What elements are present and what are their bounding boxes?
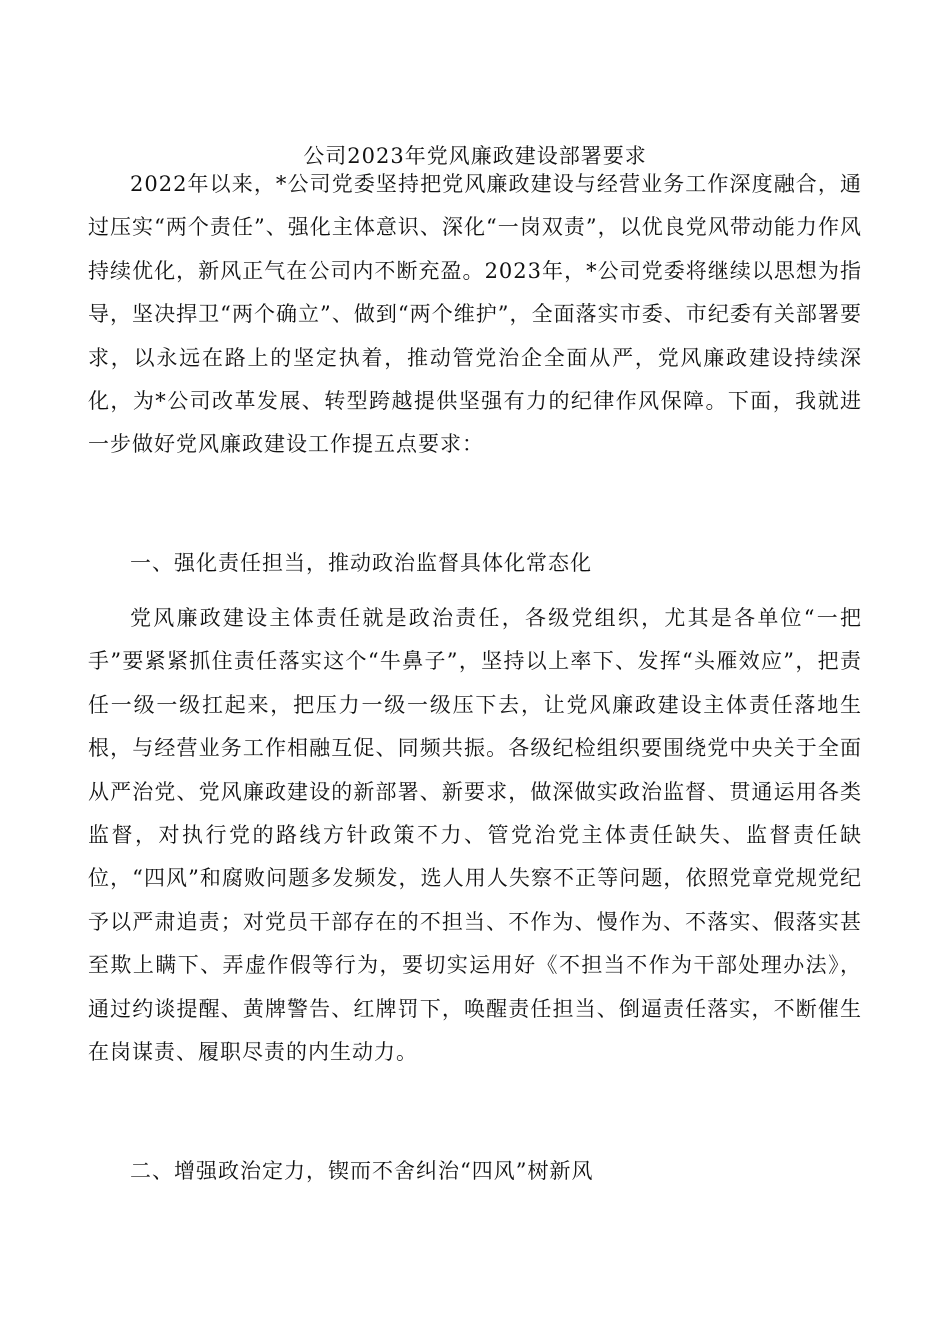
document-title: 公司2023年党风廉政建设部署要求 bbox=[303, 144, 647, 168]
section-heading-2: 二、增强政治定力，锲而不舍纠治“四风”树新风 bbox=[130, 1159, 594, 1183]
intro-paragraph: 2022年以来，*公司党委坚持把党风廉政建设与经营业务工作深度融合，通过压实“两个责任”、强化主体意识、深化“一岗双责”，以优良党风带动能力作风持续优化，新风正气在公司内不断充盈。2023年，*公司党委将继续以思想为指导，坚决捍卫“两个确立”、做到“两个维护”，全面落实市委、市纪委有关部署要求，以永远在路上的坚定执着，推动管党治企全面从严，党风廉政建设持续深化，为*公司改革发展、转型跨越提供坚强有力的纪律作风保障。下面，我就进一步做好党风廉政建设工作提五点要求： bbox=[88, 172, 862, 457]
section-heading-1: 一、强化责任担当，推动政治监督具体化常态化 bbox=[130, 551, 592, 575]
section-body-1: 党风廉政建设主体责任就是政治责任，各级党组织，尤其是各单位“一把手”要紧紧抓住责任落实这个“牛鼻子”，坚持以上率下、发挥“头雁效应”，把责任一级一级扛起来，把压力一级一级压下去，让党风廉政建设主体责任落地生根，与经营业务工作相融互促、同频共振。各级纪检组织要围绕党中央关于全面从严治党、党风廉政建设的新部署、新要求，做深做实政治监督、贯通运用各类监督，对执行党的路线方针政策不力、管党治党主体责任缺失、监督责任缺位，“四风”和腐败问题多发频发，选人用人失察不正等问题，依照党章党规党纪予以严肃追责；对党员干部存在的不担当、不作为、慢作为、不落实、假落实甚至欺上瞒下、弄虚作假等行为，要切实运用好《不担当不作为干部处理办法》，通过约谈提醒、黄牌警告、红牌罚下，唤醒责任担当、倒逼责任落实，不断催生在岗谋责、履职尽责的内生动力。 bbox=[88, 606, 862, 1065]
